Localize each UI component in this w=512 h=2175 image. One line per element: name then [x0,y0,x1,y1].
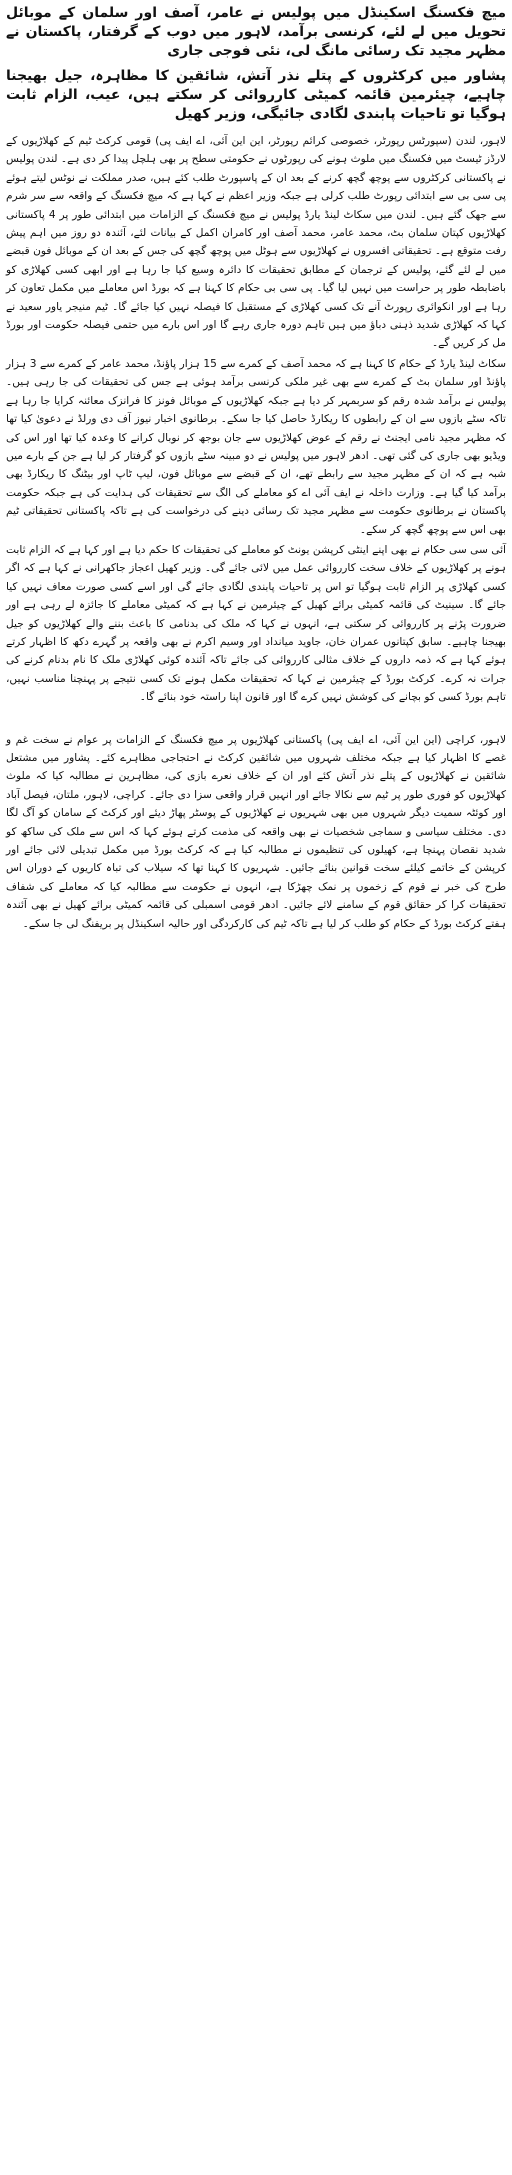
newspaper-page [6,4,506,2170]
section-gap [6,709,506,731]
article-paragraph: لاہور، کراچی (این این آئی، اے ایف پی) پاکستانی کھلاڑیوں پر میچ فکسنگ کے الزامات پر عوام نے سخت غم و غصے کا اظہار کیا ہے جبکہ مختلف شہروں میں شائقین کرکٹ نے احتجاجی مظاہرے کئے۔ پشاور میں مشتعل شائقین نے کھلاڑیوں کے پتلے نذر آتش کئے اور ان کے خلاف نعرے بازی کی، مظاہرین نے مطالبہ کیا کہ ملوث کھلاڑیوں کو فوری طور پر ٹیم سے نکالا جائے اور انہیں قرار واقعی سزا دی جائے۔ کراچی، لاہور، ملتان، فیصل آباد اور کوئٹہ سمیت دیگر شہروں میں بھی شہریوں نے کھلاڑیوں کے پوسٹر پھاڑ دیئے اور کرکٹ کے سامان کو آگ لگا دی۔ مختلف سیاسی و سماجی شخصیات نے بھی واقعہ کی مذمت کرتے ہوئے کہا کہ اس سے ملک کی ساکھ کو شدید نقصان پہنچا ہے، کھیلوں کی تنظیموں نے مطالبہ کیا ہے کہ کرکٹ بورڈ میں مکمل تبدیلی لائی جائے اور کرپشن کے خاتمے کیلئے سخت قوانین بنائے جائیں۔ شہریوں کا کہنا تھا کہ سیلاب کی تباہ کاریوں کے دوران اس طرح کی خبر نے قوم کے زخموں پر نمک چھڑکا ہے، انہوں نے حکومت سے مطالبہ کیا کہ معاملے کی شفاف تحقیقات کرا کر حقائق قوم کے سامنے لائے جائیں۔ ادھر قومی اسمبلی کی قائمہ کمیٹی برائے کھیل نے بھی آئندہ ہفتے کرکٹ بورڈ کے حکام کو طلب کر لیا ہے تاکہ ٹیم کی کارکردگی اور حالیہ اسکینڈل پر بریفنگ لی جا سکے۔ [6,733,506,930]
article-paragraph: سکاٹ لینڈ یارڈ کے حکام کا کہنا ہے کہ محمد آصف کے کمرے سے 15 ہزار پاؤنڈ، محمد عامر کے کمرے سے 3 ہزار پاؤنڈ اور سلمان بٹ کے کمرے سے بھی غیر ملکی کرنسی برآمد ہوئی ہے جس کی تحقیقات کی جا رہی ہیں۔ پولیس نے برآمد شدہ رقم کو سربمہر کر دیا ہے جبکہ کھلاڑیوں کے موبائل فونز کا فرانزک معائنہ کرایا جا رہا ہے تاکہ سٹے بازوں سے ان کے رابطوں کا ریکارڈ حاصل کیا جا سکے۔ برطانوی اخبار نیوز آف دی ورلڈ نے دعویٰ کیا تھا کہ مظہر مجید نامی ایجنٹ نے رقم کے عوض کھلاڑیوں سے جان بوجھ کر نوبال کرانے کا وعدہ کیا تھا اور اس کی ویڈیو بھی جاری کی گئی تھی۔ ادھر لاہور میں پولیس نے دو مبینہ سٹے بازوں کو گرفتار کر لیا ہے جن کے بارے میں شبہ ہے کہ ان کے مظہر مجید سے رابطے تھے، ان کے قبضے سے موبائل فون، لیپ ٹاپ اور بیٹنگ کا ریکارڈ بھی برآمد کیا گیا ہے۔ وزارت داخلہ نے ایف آئی اے کو معاملے کی الگ سے تحقیقات کی ہدایت کی ہے جبکہ حکومت پاکستان نے برطانوی حکومت سے مظہر مجید تک رسائی دینے کی درخواست کی ہے تاکہ پاکستانی تحقیقاتی ٹیم بھی اس سے پوچھ گچھ کر سکے۔ [6,357,506,536]
article-paragraph: آئی سی سی حکام نے بھی اپنے اینٹی کرپشن یونٹ کو معاملے کی تحقیقات کا حکم دیا ہے اور کہا ہے کہ الزام ثابت ہونے پر کھلاڑیوں کے خلاف سخت کارروائی عمل میں لائی جائے گی۔ وزیر کھیل اعجاز جاکھرانی نے کہا ہے کہ اگر کسی کھلاڑی پر الزام ثابت ہوگیا تو اس پر تاحیات پابندی لگادی جائے گی اور اسے کسی صورت معاف نہیں کیا جائے گا۔ سینیٹ کی قائمہ کمیٹی برائے کھیل کے چیئرمین نے کہا ہے کہ کمیٹی معاملے کا جائزہ لے رہی ہے اور ضرورت پڑنے پر کارروائی کر سکتی ہے، انہوں نے کہا کہ ملک کی بدنامی کا باعث بننے والے کھلاڑیوں کو جیل بھیجنا چاہیے۔ سابق کپتانوں عمران خان، جاوید میانداد اور وسیم اکرم نے بھی واقعہ پر گہرے دکھ کا اظہار کرتے ہوئے کہا ہے کہ ذمہ داروں کے خلاف مثالی کارروائی کی جائے تاکہ آئندہ کوئی کھلاڑی ملک کا نام بدنام کرنے کی جرات نہ کرے۔ کرکٹ بورڈ کے چیئرمین نے کہا کہ تحقیقات مکمل ہونے تک کسی نتیجے پر پہنچنا مناسب نہیں، تاہم بورڈ کسی کو بچانے کی کوشش نہیں کرے گا اور قانون اپنا راستہ خود بنائے گا۔ [6,543,506,704]
subheadline: پشاور میں کرکٹروں کے پتلے نذر آتش، شائقین کا مظاہرہ، جیل بھیجنا چاہیے، چیئرمین قائمہ کمیٹی کارروائی کر سکتے ہیں، عیب، الزام ثابت ہوگیا تو تاحیات پابندی لگادی جائیگی، وزیر کھیل [6,68,506,122]
article-paragraph: لاہور، لندن (سپورٹس رپورٹر، خصوصی کرائم رپورٹر، این این آئی، اے ایف پی) قومی کرکٹ ٹیم کے کھلاڑیوں کے لارڈز ٹیسٹ میں فکسنگ میں ملوث ہونے کی رپورٹوں نے حکومتی سطح پر بھی ہلچل پیدا کر دی ہے۔ لندن پولیس نے پاکستانی کرکٹروں سے پوچھ گچھ کرنے کے بعد ان کے پاسپورٹ طلب کئے ہیں، صدر مملکت نے نوٹس لیتے ہوئے پی سی بی سے ابتدائی رپورٹ طلب کرلی ہے جبکہ وزیر اعظم نے کہا ہے کہ میچ فکسنگ کے واقعہ سے سر شرم سے جھک گئے ہیں۔ لندن میں سکاٹ لینڈ یارڈ پولیس نے میچ فکسنگ کے الزامات میں ابتدائی طور پر 4 پاکستانی کھلاڑیوں کپتان سلمان بٹ، محمد عامر، محمد آصف اور کامران اکمل کے بیانات لئے، آئندہ دو روز میں اہم پیش رفت متوقع ہے۔ تحقیقاتی افسروں نے کھلاڑیوں سے ہوٹل میں پوچھ گچھ کی جس کے بعد ان کے موبائل فون قبضے میں لے لئے گئے، پولیس کے ترجمان کے مطابق تحقیقات کا دائرہ وسیع کیا جا رہا ہے اور ابھی کسی کھلاڑی کو باضابطہ طور پر حراست میں نہیں لیا گیا۔ پی سی بی حکام کا کہنا ہے کہ بورڈ اس معاملے میں مکمل تعاون کر رہا ہے اور انکوائری رپورٹ آنے تک کسی کھلاڑی کے مستقبل کا فیصلہ نہیں کیا جائے گا۔ ٹیم منیجر یاور سعید نے کہا کہ کھلاڑی شدید ذہنی دباؤ میں ہیں تاہم دورہ جاری رہے گا اور اس بارے میں حتمی فیصلہ حکومت اور بورڈ مل کر کریں گے۔ [6,135,506,350]
headline: میچ فکسنگ اسکینڈل میں پولیس نے عامر، آصف اور سلمان کے موبائل تحویل میں لے لئے، کرنسی برآمد، لاہور میں دوب کے گرفتار، پاکستان نے مظہر مجید تک رسائی مانگ لی، نئی فوجی جاری [6,5,506,59]
